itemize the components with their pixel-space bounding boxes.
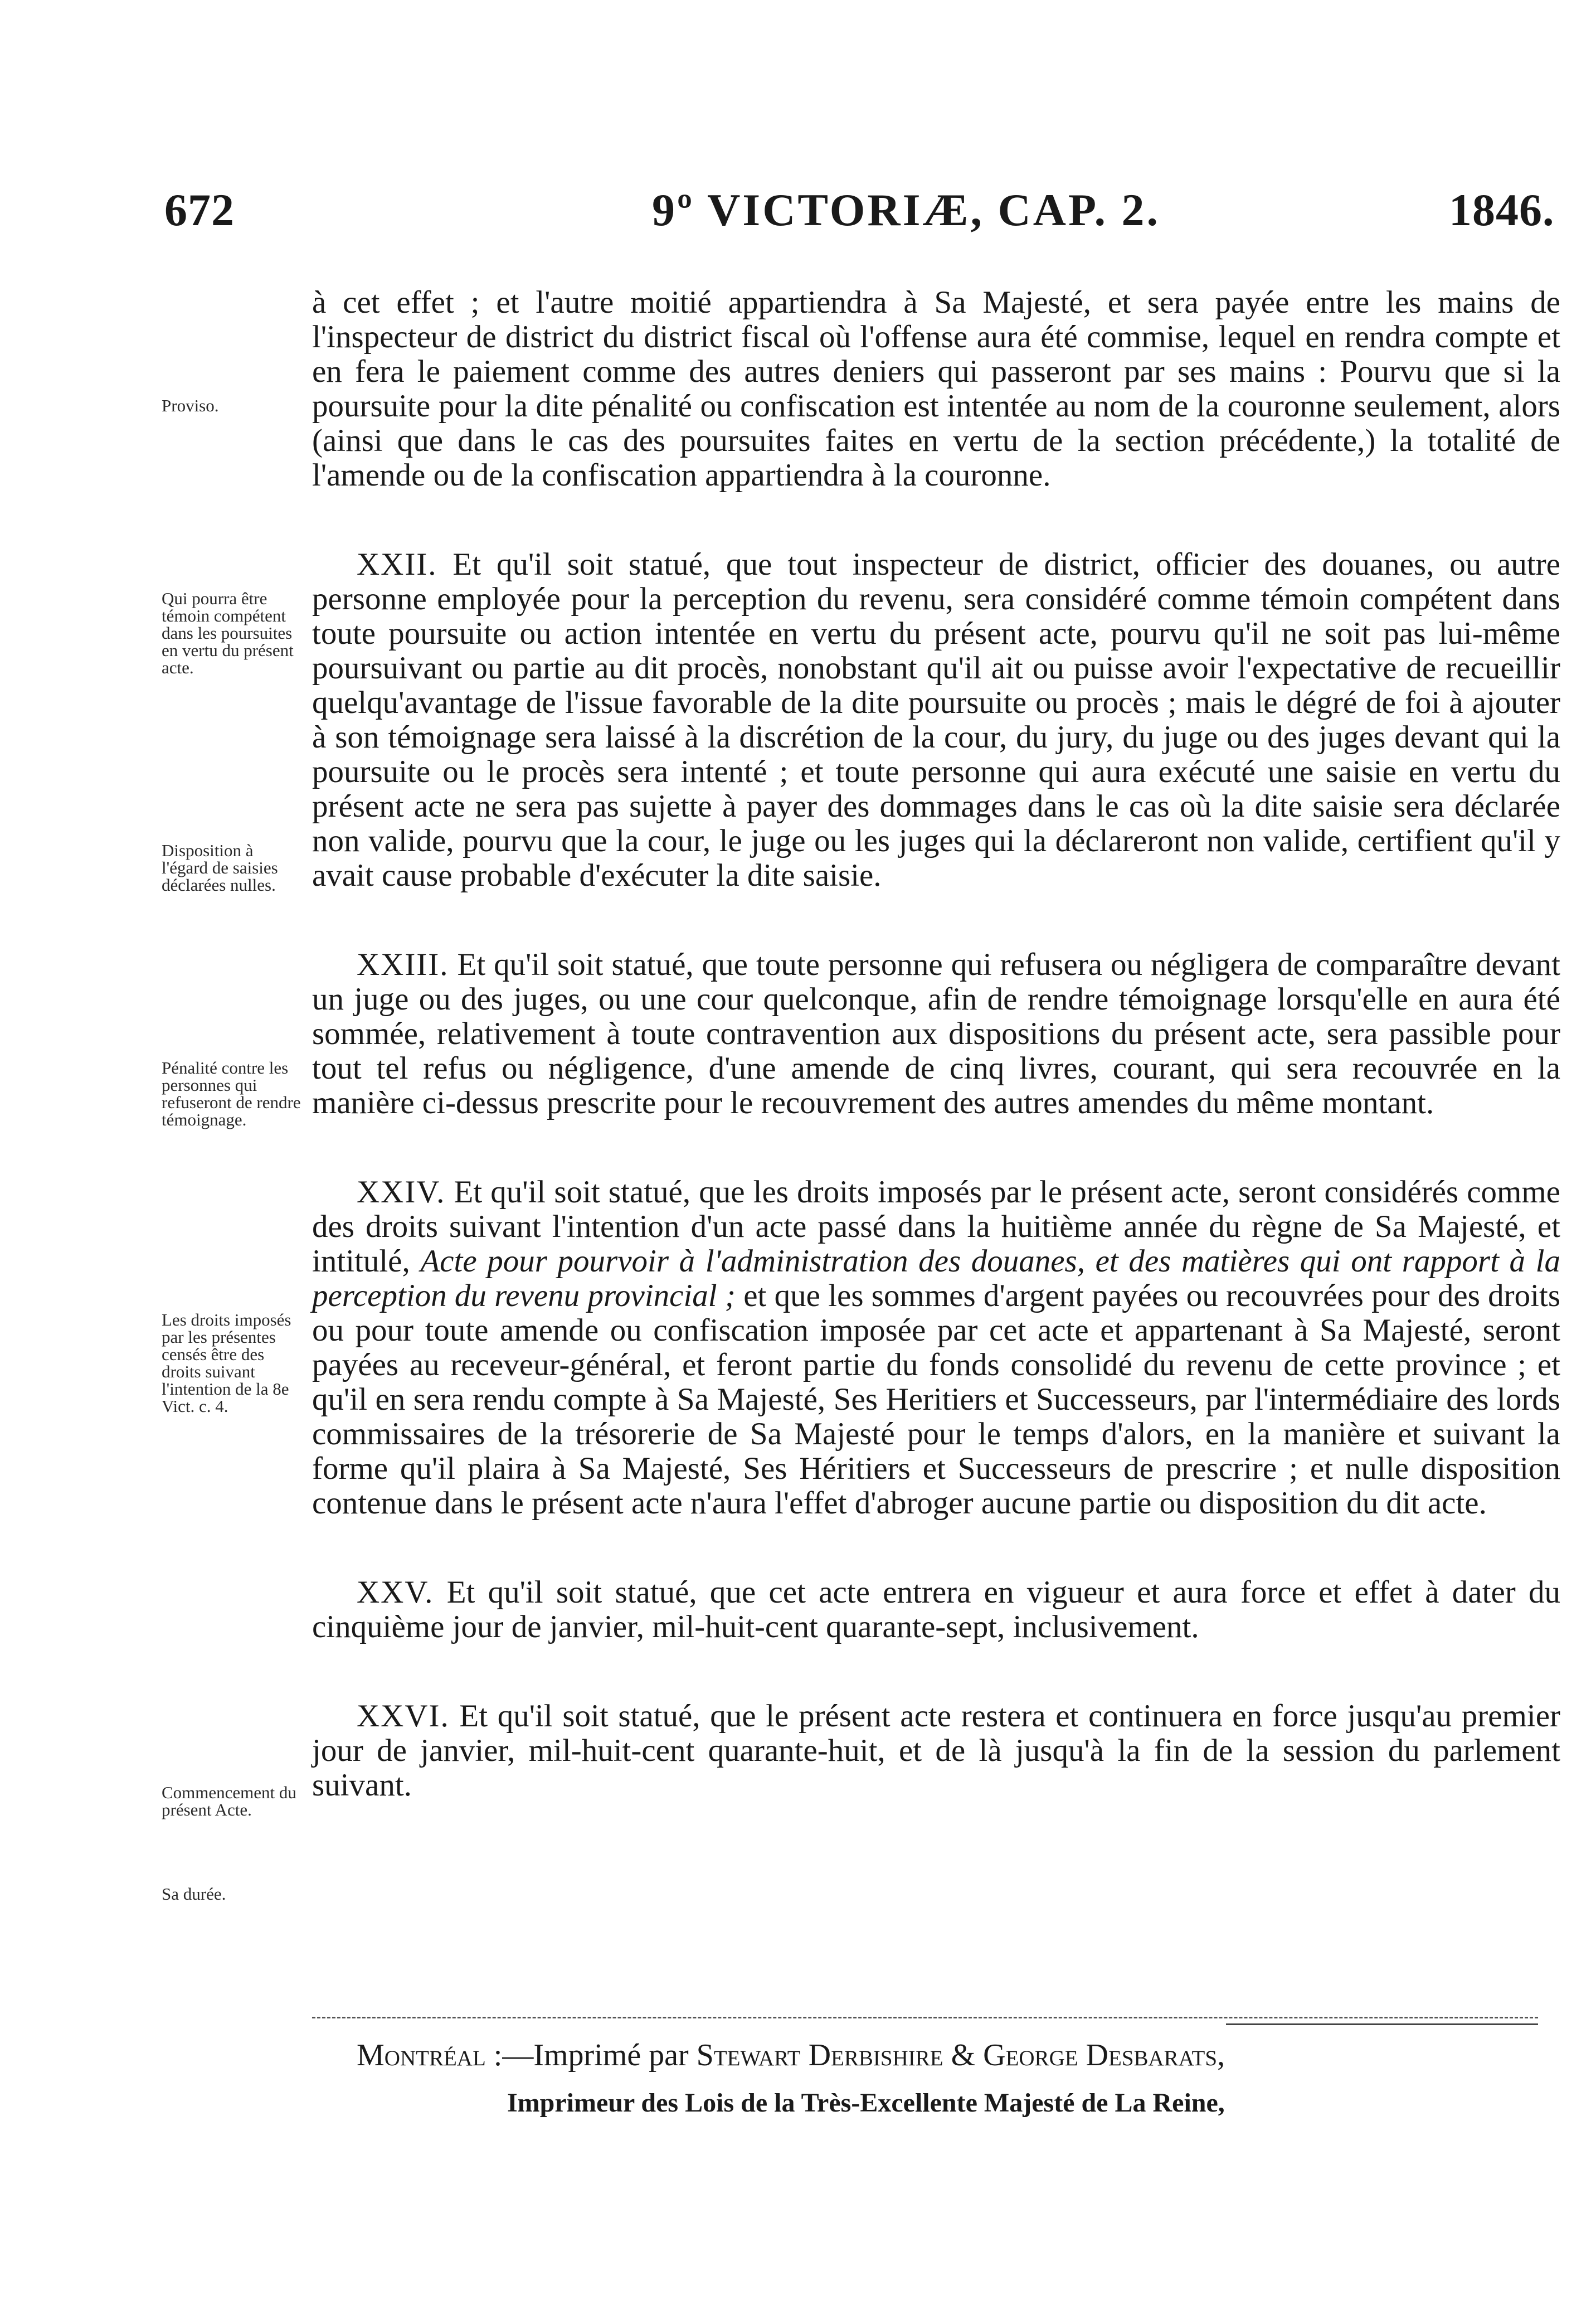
section-xxiv — [312, 1175, 1560, 1521]
paragraph-text: Et qu'il soit statué, que tout inspecteur de district, officier des douanes, ou autre personne employée pour la perception du revenu, sera considéré comme témoin compétent dans toute poursuite ou action intentée en vertu du présent acte, pourvu qu'il ne soit pas lui-même poursuivant ou partie au dit procès, nonobstant qu'il ait ou puisse avoir l'expectative de recueillir quelqu'avantage de l'issue favorable de la dite poursuite ou procès ; mais le dégré de foi à ajouter à son témoignage sera laissé à la discrétion de la cour, du jury, du juge ou des juges devant qui la poursuite ou le procès sera intenté ; et toute personne qui aura exécuté une saisie en vertu du présent acte ne sera pas sujette à payer des dommages dans le cas où la dite saisie sera déclarée non valide, pourvu que la cour, le juge ou les juges qui la déclareront non valide, certifient qu'il y avait cause probable d'exécuter la dite saisie. — [312, 547, 1561, 893]
imprint-comma: , — [1217, 2038, 1225, 2073]
margin-note-commencement: Commencement du présent Acte. — [162, 1783, 296, 1819]
imprint-ampersand: & — [943, 2038, 984, 2073]
running-title: 9º VICTORIÆ, CAP. 2. — [652, 185, 1161, 235]
act-title-italic: Acte pour pourvoir à l'administration des douanes, et des matières qui ont rapport à la perception du revenu provincial ; — [312, 1244, 1560, 1313]
section-number: XXV. — [357, 1575, 434, 1610]
imprint-printer-1: Stewart Derbishire — [696, 2038, 943, 2073]
paragraph-text: Et qu'il soit statué, que toute personne qui refusera ou négligera de comparaître devant un juge ou des juges, ou une cour quelconque, afin de rendre témoignage lorsqu'elle en aura été sommée, relativement à toute contravention aux dispositions du présent acte, sera passible pour tout tel refus ou négligence, d'une amende de cinq livres, courant, qui sera recouvrée en la manière ci-dessus prescrite pour le recouvrement des autres amendes du même montant. — [312, 947, 1560, 1120]
section-number: XXVI. — [357, 1698, 450, 1734]
section-number: XXIV. — [357, 1174, 446, 1210]
paragraph-text: Et qu'il soit statué, que les droits imposés par le présent acte, seront considérés comme des droits suivant l'intention d'un acte passé dans la huitième année du règne de Sa Majesté, et intitulé, — [312, 1174, 1560, 1279]
imprint-city: Montréal — [357, 2038, 486, 2073]
running-year: 1846. — [1449, 185, 1555, 235]
margin-note-duree: Sa durée. — [162, 1884, 226, 1904]
paragraph-text: Et qu'il soit statué, que cet acte entrera en vigueur et aura force et effet à dater du cinquième jour de janvier, mil-huit-cent quarante-sept, inclusivement. — [312, 1575, 1560, 1644]
paragraph-text: à cet effet ; et l'autre moitié appartiendra à Sa Majesté, et sera payée entre les mains de l'inspecteur de district du district fiscal où l'offense aura été commise, lequel en rendra compte et en fera le paiement comme des autres deniers qui passeront par ses mains : Pourvu que si la poursuite pour la dite pénalité ou confiscation est intentée au nom de la couronne seulement, alors (ainsi que dans le cas des poursuites faites en vertu de la section précédente,) la totalité de l'amende ou de la confiscation appartiendra à la couronne. — [312, 285, 1560, 493]
margin-note-temoin: Qui pourra être témoin compétent dans les poursuites en vertu du présent acte. — [162, 589, 294, 677]
section-number: XXII. — [357, 547, 437, 582]
imprint-printer-2: George Desbarats — [983, 2038, 1218, 2073]
section-xxii — [312, 547, 1560, 893]
closing-rule-solid — [1226, 2023, 1538, 2025]
page-number: 672 — [164, 185, 235, 235]
imprint-line-2: Imprimeur des Lois de la Très-Excellente Majesté de La Reine, — [507, 2088, 1225, 2118]
section-xxv — [312, 1575, 1560, 1644]
section-xxiii — [312, 948, 1560, 1120]
paragraph-text: et que les sommes d'argent payées ou recouvrées pour des droits ou pour toute amende ou confiscation imposée par cet acte et appartenant à Sa Majesté, seront payées au receveur-général, et feront partie du fonds consolidé du revenu de cette province ; et qu'il en sera rendu compte à Sa Majesté, Ses Heritiers et Successeurs, par l'intermédiaire des lords commissaires de la trésorerie de Sa Majesté pour le temps d'alors, en la manière et suivant la forme qu'il plaira à Sa Majesté, Ses Héritiers et Successeurs de prescrire ; et nulle disposition contenue dans le présent acte n'aura l'effet d'abroger aucune partie ou disposition du dit acte. — [312, 1278, 1561, 1521]
margin-note-droits: Les droits imposés par les présentes censés être des droits suivant l'intention de la 8e Vict. c. 4. — [162, 1310, 291, 1416]
margin-note-penalite: Pénalité contre les personnes qui refuseront de rendre témoignage. — [162, 1058, 301, 1129]
paragraph-continuation — [312, 285, 1560, 493]
imprint-line-1 — [357, 2037, 1538, 2073]
section-xxvi — [312, 1699, 1560, 1803]
margin-note-proviso: Proviso. — [162, 396, 219, 415]
section-number: XXIII. — [357, 947, 449, 982]
margin-note-saisies: Disposition à l'égard de saisies déclarées nulles. — [162, 841, 278, 895]
closing-rule-dashed — [312, 2017, 1538, 2018]
paragraph-text: Et qu'il soit statué, que le présent acte restera et continuera en force jusqu'au premier jour de janvier, mil-huit-cent quarante-huit, et de là jusqu'à la fin de la session du parlement suivant. — [312, 1698, 1560, 1803]
text-column — [312, 285, 1560, 1803]
imprint-printed-by: :—Imprimé par — [485, 2038, 697, 2073]
